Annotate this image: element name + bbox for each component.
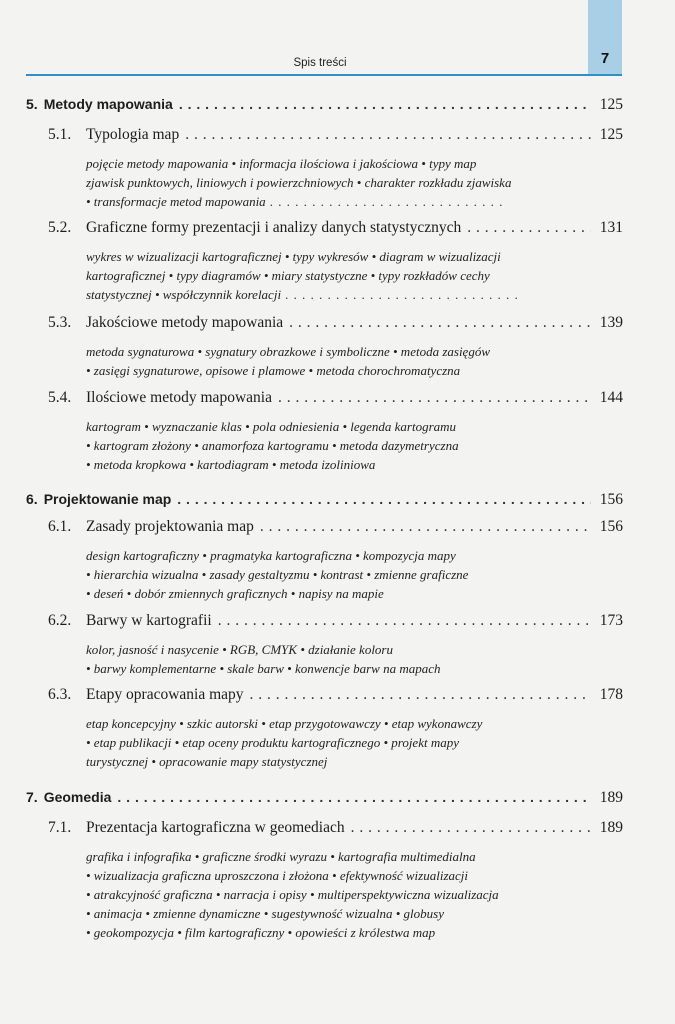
section-number: 6.2. xyxy=(48,612,72,629)
toc-section-5-4[interactable] xyxy=(48,389,623,407)
chapter-page: 156 xyxy=(599,491,623,508)
section-title: Etapy opracowania mapy xyxy=(86,686,244,703)
keyword-line: • zasięgi sygnaturowe, opisowe i plamowe • metoda chorochromatyczna xyxy=(86,363,461,378)
chapter-title: Projektowanie map xyxy=(43,491,172,507)
section-number: 5.2. xyxy=(48,219,72,236)
chapter-title: Geomedia xyxy=(43,789,112,805)
dot-leader xyxy=(250,686,591,704)
dot-leader xyxy=(117,789,591,805)
chapter-page: 189 xyxy=(599,789,623,806)
section-number: 6.1. xyxy=(48,518,72,535)
keyword-line: • deseń • dobór zmiennych graficznych • napisy na mapie xyxy=(86,586,384,601)
section-keywords xyxy=(86,546,591,603)
keyword-line: kartograficznej • typy diagramów • miary statystyczne • typy rozkładów cechy xyxy=(86,268,490,283)
keyword-line: • wizualizacja graficzna uproszczona i złożona • efektywność wizualizacji xyxy=(86,868,469,883)
keyword-line: metoda sygnaturowa • sygnatury obrazkowe i symboliczne • metoda zasięgów xyxy=(86,344,491,359)
dot-leader xyxy=(278,389,591,407)
section-title: Graficzne formy prezentacji i analizy danych statystycznych xyxy=(86,219,462,236)
keyword-line: • atrakcyjność graficzna • narracja i opisy • multiperspektywiczna wizualizacja xyxy=(86,887,499,902)
section-keywords xyxy=(86,714,591,771)
section-keywords xyxy=(86,847,591,942)
section-title: Zasady projektowania map xyxy=(86,518,254,535)
toc-section-7-1[interactable] xyxy=(48,819,623,837)
keyword-line: kolor, jasność i nasycenie • RGB, CMYK • działanie koloru xyxy=(86,642,393,657)
dot-leader xyxy=(289,314,591,332)
keyword-line: • geokompozycja • film kartograficzny • opowieści z królestwa map xyxy=(86,925,436,940)
chapter-page: 125 xyxy=(599,96,623,113)
toc-section-6-2[interactable] xyxy=(48,612,623,630)
keyword-line: • animacja • zmienne dynamiczne • sugestywność wizualna • globusy xyxy=(86,906,444,921)
section-keywords xyxy=(86,247,591,304)
section-keywords xyxy=(86,640,591,678)
chapter-number: 5. xyxy=(26,96,38,112)
section-page: 144 xyxy=(599,389,623,406)
chapter-number: 6. xyxy=(26,491,38,507)
keyword-line: grafika i infografika • graficzne środki wyrazu • kartografia multimedialna xyxy=(86,849,476,864)
section-number: 5.1. xyxy=(48,126,72,143)
toc-section-5-3[interactable] xyxy=(48,314,623,332)
section-number: 6.3. xyxy=(48,686,72,703)
section-page: 131 xyxy=(599,219,623,236)
section-title: Typologia map xyxy=(86,126,180,143)
section-page: 178 xyxy=(599,686,623,703)
header-rule xyxy=(26,74,622,76)
toc-section-5-1[interactable] xyxy=(48,126,623,144)
section-page: 189 xyxy=(599,819,623,836)
chapter-number: 7. xyxy=(26,789,38,805)
keyword-line: turystycznej • opracowanie mapy statystycznej xyxy=(86,754,328,769)
dot-leader xyxy=(179,96,591,112)
section-title: Jakościowe metody mapowania xyxy=(86,314,284,331)
dot-leader xyxy=(467,219,591,237)
keyword-line: pojęcie metody mapowania • informacja ilościowa i jakościowa • typy map xyxy=(86,156,477,171)
keyword-line: • barwy komplementarne • skale barw • konwencje barw na mapach xyxy=(86,661,441,676)
keyword-line: • kartogram złożony • anamorfoza kartogramu • metoda dazymetryczna xyxy=(86,438,459,453)
section-page: 125 xyxy=(599,126,623,143)
keyword-line: design kartograficzny • pragmatyka kartograficzna • kompozycja mapy xyxy=(86,548,456,563)
keyword-line: kartogram • wyznaczanie klas • pola odniesienia • legenda kartogramu xyxy=(86,419,457,434)
toc-chapter-6[interactable] xyxy=(26,491,623,509)
section-keywords xyxy=(86,417,591,474)
toc-section-6-1[interactable] xyxy=(48,518,623,536)
page-number: 7 xyxy=(600,50,610,67)
section-title: Prezentacja kartograficzna w geomediach xyxy=(86,819,345,836)
keyword-line: wykres w wizualizacji kartograficznej • typy wykresów • diagram w wizualizacji xyxy=(86,249,501,264)
dot-leader xyxy=(351,819,591,837)
section-title: Ilościowe metody mapowania xyxy=(86,389,272,406)
section-keywords xyxy=(86,154,591,211)
keyword-line: • etap publikacji • etap oceny produktu kartograficznego • projekt mapy xyxy=(86,735,459,750)
section-number: 7.1. xyxy=(48,819,72,836)
keyword-line: zjawisk punktowych, liniowych i powierzchniowych • charakter rozkładu zjawiska xyxy=(86,175,512,190)
dot-leader xyxy=(260,518,591,536)
section-number: 5.3. xyxy=(48,314,72,331)
dot-leader xyxy=(185,126,591,144)
chapter-title: Metody mapowania xyxy=(43,96,173,112)
keyword-line: statystycznej • współczynnik korelacji . . . . . . . . . . . . . . . . . . . . . . . . . . . . xyxy=(86,287,520,302)
toc-chapter-5[interactable] xyxy=(26,96,623,114)
section-page: 139 xyxy=(599,314,623,331)
keyword-line: • hierarchia wizualna • zasady gestaltyzmu • kontrast • zmienne graficzne xyxy=(86,567,469,582)
keyword-line: etap koncepcyjny • szkic autorski • etap przygotowawczy • etap wykonawczy xyxy=(86,716,483,731)
toc-chapter-7[interactable] xyxy=(26,789,623,807)
toc-section-5-2[interactable] xyxy=(48,219,623,237)
keyword-line: • transformacje metod mapowania . . . . . . . . . . . . . . . . . . . . . . . . . . . . xyxy=(86,194,504,209)
running-header: Spis treści xyxy=(293,57,347,69)
section-page: 173 xyxy=(599,612,623,629)
section-number: 5.4. xyxy=(48,389,72,406)
keyword-line: • metoda kropkowa • kartodiagram • metoda izoliniowa xyxy=(86,457,376,472)
section-title: Barwy w kartografii xyxy=(86,612,212,629)
dot-leader xyxy=(177,491,591,507)
section-page: 156 xyxy=(599,518,623,535)
toc-section-6-3[interactable] xyxy=(48,686,623,704)
section-keywords xyxy=(86,342,591,380)
dot-leader xyxy=(218,612,591,630)
